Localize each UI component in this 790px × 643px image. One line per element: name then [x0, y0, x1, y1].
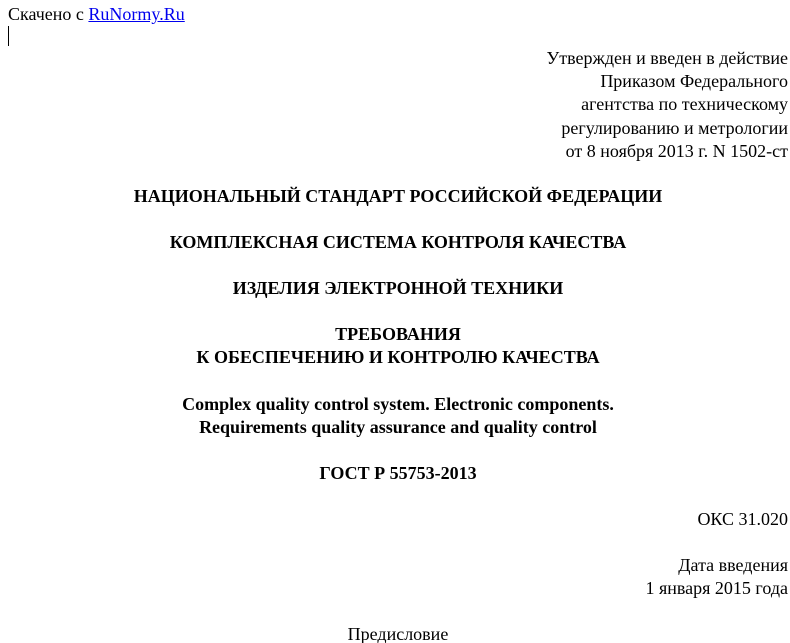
foreword-heading: Предисловие: [347, 624, 449, 643]
runormy-link[interactable]: RuNormy.Ru: [88, 4, 185, 24]
approval-line-4: регулированию и метрологии: [561, 118, 788, 138]
approval-line-2: Приказом Федерального: [600, 71, 788, 91]
intro-date-value: 1 января 2015 года: [645, 578, 788, 598]
english-title-line-2: Requirements quality assurance and quality control: [199, 417, 597, 437]
electronic-products-heading: ИЗДЕЛИЯ ЭЛЕКТРОННОЙ ТЕХНИКИ: [232, 278, 564, 298]
intro-date-label: Дата введения: [678, 555, 788, 575]
requirements-heading-2: К ОБЕСПЕЧЕНИЮ И КОНТРОЛЮ КАЧЕСТВА: [196, 347, 600, 367]
quality-system-heading: КОМПЛЕКСНАЯ СИСТЕМА КОНТРОЛЯ КАЧЕСТВА: [169, 232, 627, 252]
approval-line-1: Утвержден и введен в действие: [546, 48, 788, 68]
approval-line-5: от 8 ноября 2013 г. N 1502-ст: [565, 141, 788, 161]
national-standard-heading: НАЦИОНАЛЬНЫЙ СТАНДАРТ РОССИЙСКОЙ ФЕДЕРАЦИИ: [133, 186, 663, 206]
oks-code: ОКС 31.020: [697, 509, 788, 529]
approval-line-3: агентства по техническому: [581, 94, 788, 114]
gost-number: ГОСТ Р 55753-2013: [319, 463, 477, 483]
requirements-heading-1: ТРЕБОВАНИЯ: [335, 324, 461, 344]
download-source-prefix: Скачено с: [8, 4, 84, 24]
text-cursor: [8, 26, 9, 46]
english-title-line-1: Complex quality control system. Electronic components.: [182, 394, 614, 414]
download-source-line: [8, 3, 185, 25]
